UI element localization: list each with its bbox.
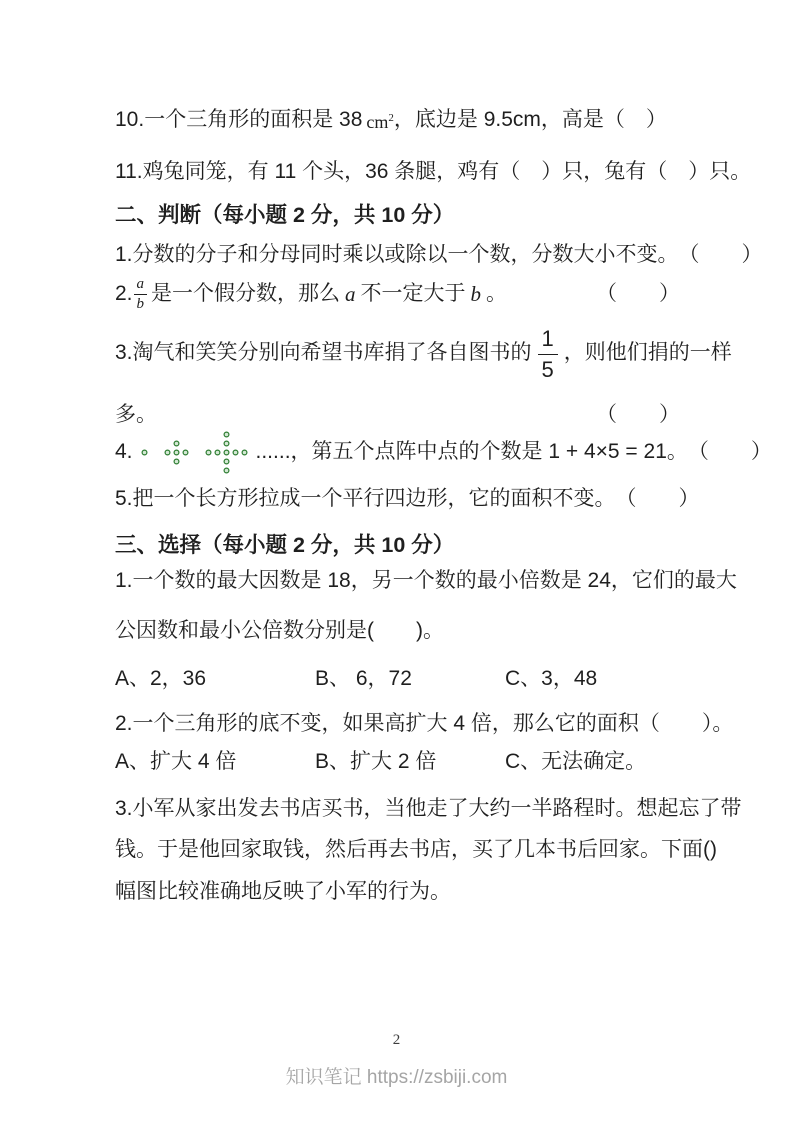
choice-q3-text-line1: 3.小军从家出发去书店买书，当他走了大约一半路程时。想起忘了带: [115, 797, 742, 820]
judge-q1-answer-blank: （ ）: [678, 243, 763, 266]
fraction-one-fifth: $\frac{1}{5}$: [538, 326, 558, 381]
dot-pattern-icon: [161, 437, 192, 468]
fraction-a-over-b: $\frac{a}{b}$: [134, 276, 148, 312]
choice-q2-option-c: C、无法确定。: [505, 750, 647, 773]
section-judge-title: 二、判断（每小题 2 分，共 10 分）: [115, 203, 455, 227]
q10-text-pre: 10.一个三角形的面积是 38: [115, 108, 363, 131]
fill-in-question-11: [115, 157, 752, 187]
choice-q2-options: [115, 747, 680, 777]
judge-question-3-line2: [115, 400, 680, 430]
judge-question-1: [115, 240, 763, 270]
choice-q3-text-line3: 幅图比较准确地反映了小军的行为。: [115, 880, 451, 903]
q11-text: 11.鸡兔同笼，有 11 个头，36 条腿，鸡有（ ）只，兔有（ ）只。: [115, 160, 752, 183]
section-choice-title: 三、选择（每小题 2 分，共 10 分）: [115, 533, 455, 557]
choice-q1-option-b: B、 6，72: [315, 667, 412, 690]
variable-a: a: [345, 282, 356, 306]
judge-question-4: [115, 430, 772, 474]
dot-pattern-icon: [202, 428, 251, 477]
judge-q2-answer-blank: （ ）: [596, 282, 680, 305]
q10-text-post: ，底边是 9.5cm，高是（ ）: [393, 108, 667, 131]
judge-q4-answer-blank: （ ）: [687, 440, 772, 463]
exam-content: [115, 0, 772, 907]
judge-q2-number: 2.: [115, 282, 133, 305]
choice-q1-option-c: C、3，48: [505, 667, 598, 690]
judge-question-2: [115, 270, 680, 318]
judge-q4-text: ......，第五个点阵中点的个数是 1 + 4×5 = 21。: [255, 440, 688, 463]
choice-q1-option-a: A、2，36: [115, 667, 207, 690]
judge-question-5: [115, 484, 700, 514]
dot-pattern-icon: [138, 446, 151, 459]
judge-q3-text-1: 3.淘气和笑笑分别向希望书库捐了各自图书的: [115, 341, 532, 364]
dot-pattern-sequence: [133, 428, 256, 477]
choice-question-1-line1: [115, 566, 737, 596]
choice-q1-text-line1: 1.一个数的最大因数是 18，另一个数的最小倍数是 24，它们的最大: [115, 569, 737, 592]
choice-q3-close-paren: ): [710, 838, 717, 861]
fill-in-question-10: [115, 103, 680, 137]
choice-q2-option-a: A、扩大 4 倍: [115, 750, 237, 773]
judge-q5-text: 5.把一个长方形拉成一个平行四边形，它的面积不变。: [115, 487, 616, 510]
page-number: 2: [392, 1032, 401, 1048]
section-judge-header: [115, 200, 680, 230]
judge-q2-text-1: 是一个假分数，那么: [151, 282, 341, 305]
choice-q1-text-line2: 公因数和最小公倍数分别是( )。: [115, 619, 444, 642]
judge-q1-text: 1.分数的分子和分母同时乘以或除以一个数，分数大小不变。: [115, 243, 679, 266]
choice-q1-options: [115, 664, 680, 694]
judge-question-3-line1: [115, 324, 732, 382]
choice-question-3-line3: [115, 877, 680, 907]
judge-q4-number: 4.: [115, 440, 133, 463]
variable-b: b: [470, 282, 482, 306]
judge-q3-answer-blank: （ ）: [596, 403, 680, 426]
choice-question-1-line2: [115, 616, 680, 646]
judge-q5-answer-blank: （ ）: [615, 487, 700, 510]
site-footer-watermark: 知识笔记 https://zsbiji.com: [285, 1067, 508, 1088]
choice-question-2-line1: [115, 709, 734, 739]
choice-q2-option-b: B、扩大 2 倍: [315, 750, 437, 773]
judge-q3-text-2: ，则他们捐的一样: [563, 341, 732, 364]
choice-q3-text-line2: 钱。于是他回家取钱，然后再去书店，买了几本书后回家。下面(: [115, 838, 710, 861]
judge-q2-text-2: 不一定大于: [360, 282, 466, 305]
section-choice-header: [115, 530, 680, 560]
choice-question-3-line2: [115, 835, 717, 865]
judge-q3-text-3: 多。: [115, 403, 157, 426]
q10-unit-cm2: $cm^2$: [366, 112, 394, 132]
choice-question-3-line1: [115, 794, 742, 824]
choice-q2-text: 2.一个三角形的底不变，如果高扩大 4 倍，那么它的面积（ ）。: [115, 712, 734, 735]
judge-q2-text-3: 。: [486, 282, 508, 305]
